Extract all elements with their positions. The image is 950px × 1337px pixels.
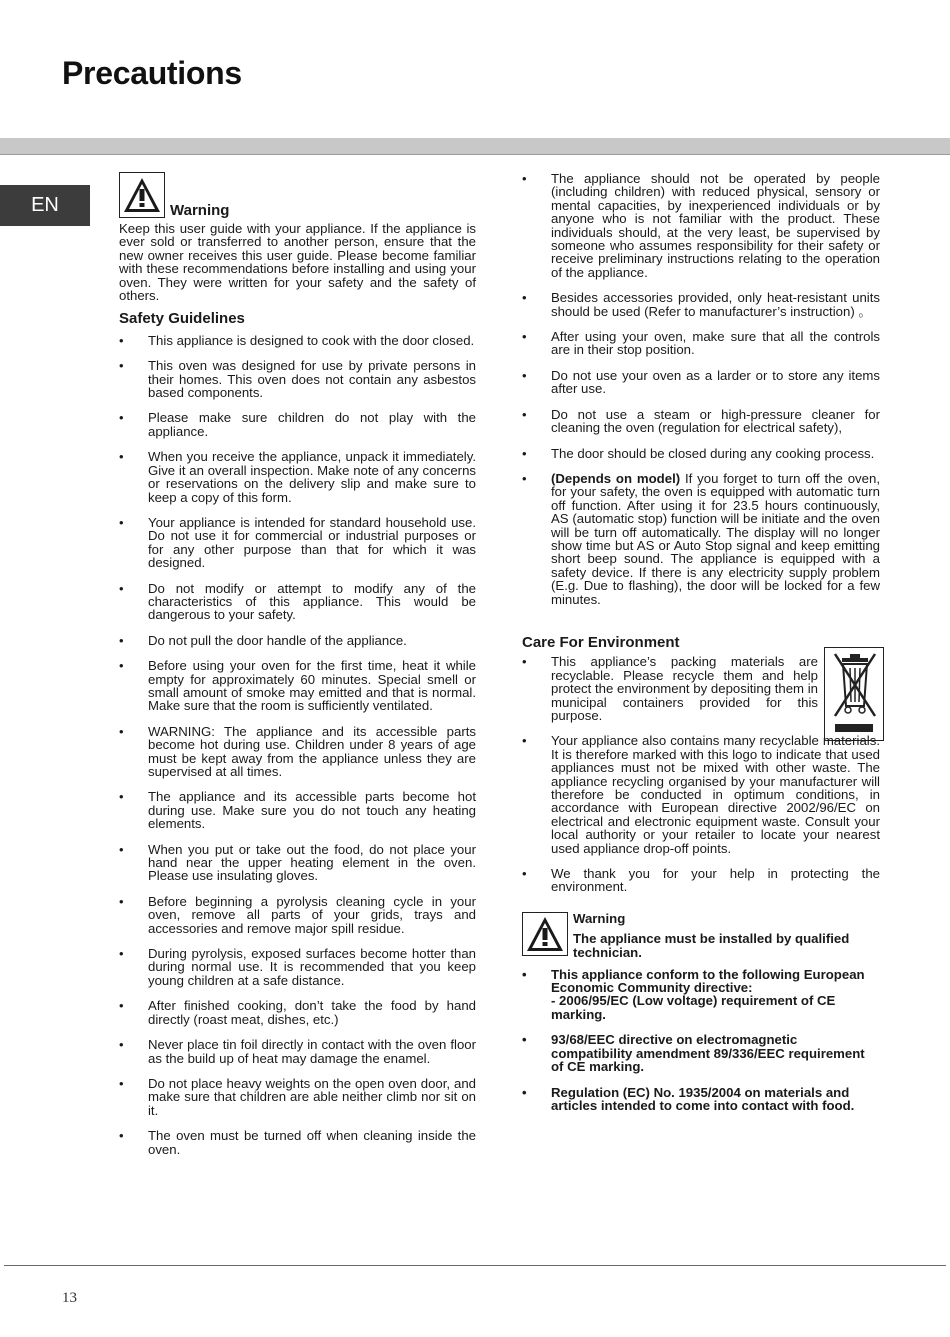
list-item: • The appliance should not be operated by people (including children) with reduced physical, sensory or mental capacities, by inexperienced individuals or by anyone who is not familiar with the product. These individuals should, at the very least, be supervised by someone who assumes responsibility for their safety or receive preliminary instructions relating to the operation of the appliance. bbox=[522, 172, 880, 279]
left-column bbox=[119, 172, 476, 1168]
list-item: • During pyrolysis, exposed surfaces become hotter than during normal use. It is recommended that you keep young children at a safe distance. bbox=[119, 947, 476, 987]
list-item: • Do not modify or attempt to modify any of the characteristics of this appliance. This would be dangerous to your safety. bbox=[119, 582, 476, 622]
list-item: • This appliance is designed to cook with the door closed. bbox=[119, 334, 476, 347]
list-item: • The door should be closed during any cooking process. bbox=[522, 447, 880, 460]
warning-text: Keep this user guide with your appliance. If the appliance is ever sold or transferred to another person, ensure that the new owner receives this user guide. Please become familiar with these recommendations before installing and using your oven. They were written for your safety and the safety of others. bbox=[119, 221, 476, 304]
safety-list bbox=[119, 334, 476, 1156]
installation-warning bbox=[522, 912, 880, 960]
page-title: Precautions bbox=[62, 55, 242, 91]
compliance-sub: - 2006/95/EC (Low voltage) requirement of CE marking. bbox=[551, 993, 836, 1022]
environment-section bbox=[522, 655, 880, 894]
warning-triangle-icon bbox=[119, 172, 165, 218]
warning-header bbox=[119, 172, 476, 218]
page-number: 13 bbox=[62, 1290, 77, 1306]
list-item: • The appliance and its accessible parts become hot during use. Make sure you do not touch any heating elements. bbox=[119, 790, 476, 830]
list-item: • Do not use a steam or high-pressure cleaner for cleaning the oven (regulation for electrical safety), bbox=[522, 408, 880, 435]
list-item: • Do not place heavy weights on the open oven door, and make sure that children are able neither climb nor sit on it. bbox=[119, 1077, 476, 1117]
safety-guidelines-heading: Safety Guidelines bbox=[119, 310, 245, 328]
list-item: • Do not use your oven as a larder or to store any items after use. bbox=[522, 369, 880, 396]
compliance-directive: This appliance conform to the following European Economic Community directive: bbox=[551, 966, 865, 996]
warning-triangle-icon bbox=[522, 912, 568, 956]
list-item: • When you put or take out the food, do not place your hand near the upper heating element in the oven. Please use insulating gloves. bbox=[119, 843, 476, 883]
list-item: • The oven must be turned off when cleaning inside the oven. bbox=[119, 1129, 476, 1156]
list-item: • We thank you for your help in protecting the environment. bbox=[522, 867, 880, 894]
language-tab: EN bbox=[0, 185, 90, 226]
list-item: • After finished cooking, don’t take the food by hand directly (roast meat, dishes, etc.) bbox=[119, 999, 476, 1026]
header-bar bbox=[0, 138, 950, 155]
environment-heading: Care For Environment bbox=[522, 633, 680, 651]
compliance-list bbox=[522, 968, 880, 1113]
list-item: • Please make sure children do not play with the appliance. bbox=[119, 411, 476, 438]
list-item: • When you receive the appliance, unpack it immediately. Give it an overall inspection. Make note of any concerns or reservations on the delivery slip and make sure to keep a copy of this form. bbox=[119, 450, 476, 504]
warning-title: Warning bbox=[170, 201, 230, 219]
model-text: If you forget to turn off the oven, for your safety, the oven is equipped with automatic turn off function. After using it for 23.5 hours continuously, AS (automatic stop) function will be initiate and the oven will be turn off automatically. The display will no longer show time but AS or Auto Stop signal and keep emitting short beep sound. The appliance is equipped with a safety device. If there is any electricity supply problem (E.g. Due to flashing), the door will be locked for a few minutes. bbox=[551, 470, 880, 607]
model-label: (Depends on model) bbox=[551, 470, 681, 486]
list-item: • Your appliance is intended for standard household use. Do not use it for commercial or industrial purposes or for any other purpose than that for which it was designed. bbox=[119, 516, 476, 570]
list-item bbox=[522, 968, 880, 1022]
installation-warning-text: The appliance must be installed by qualified technician. bbox=[573, 931, 850, 961]
list-item: • Never place tin foil directly in contact with the oven floor as the build up of heat may damage the enamel. bbox=[119, 1038, 476, 1065]
warning-title: Warning bbox=[573, 910, 626, 926]
right-column bbox=[522, 172, 880, 1124]
footer-divider bbox=[4, 1265, 946, 1266]
list-item-auto-stop bbox=[522, 472, 880, 606]
safety-list-continued bbox=[522, 172, 880, 606]
list-item: • Do not pull the door handle of the appliance. bbox=[119, 634, 476, 647]
list-item: • This oven was designed for use by private persons in their homes. This oven does not contain any asbestos based components. bbox=[119, 359, 476, 399]
list-item: • Regulation (EC) No. 1935/2004 on materials and articles intended to come into contact with food. bbox=[522, 1086, 880, 1113]
list-item: • WARNING: The appliance and its accessible parts become hot during use. Children under 8 years of age must be kept away from the appliance unless they are supervised at all times. bbox=[119, 725, 476, 779]
list-item: • 93/68/EEC directive on electromagnetic compatibility amendment 89/336/EEC requirement of CE marking. bbox=[522, 1033, 880, 1073]
list-item: • This appliance’s packing materials are recyclable. Please recycle them and help protect the environment by depositing them in municipal containers provided for this purpose. bbox=[522, 655, 880, 722]
list-item: • Before beginning a pyrolysis cleaning cycle in your oven, remove all parts of your grids, trays and accessories and remove major spill residue. bbox=[119, 895, 476, 935]
list-item: • After using your oven, make sure that all the controls are in their stop position. bbox=[522, 330, 880, 357]
list-item: • Your appliance also contains many recyclable materials. It is therefore marked with this logo to indicate that used appliances must not be mixed with other waste. The appliance recycling organised by your manufacturer will therefore be conducted in optimum conditions, in accordance with European directive 2002/96/EC on electrical and electronic equipment waste. Consult your local authority or your retailer to locate your nearest used appliance drop-off points. bbox=[522, 734, 880, 855]
list-item: • Besides accessories provided, only heat-resistant units should be used (Refer to manufacturer’s instruction) 。 bbox=[522, 291, 880, 318]
environment-list bbox=[522, 655, 880, 894]
list-item: • Before using your oven for the first time, heat it while empty for approximately 60 minutes. Special smell or small amount of smoke may emitted and that is normal. Make sure that the room is sufficiently ventilated. bbox=[119, 659, 476, 713]
